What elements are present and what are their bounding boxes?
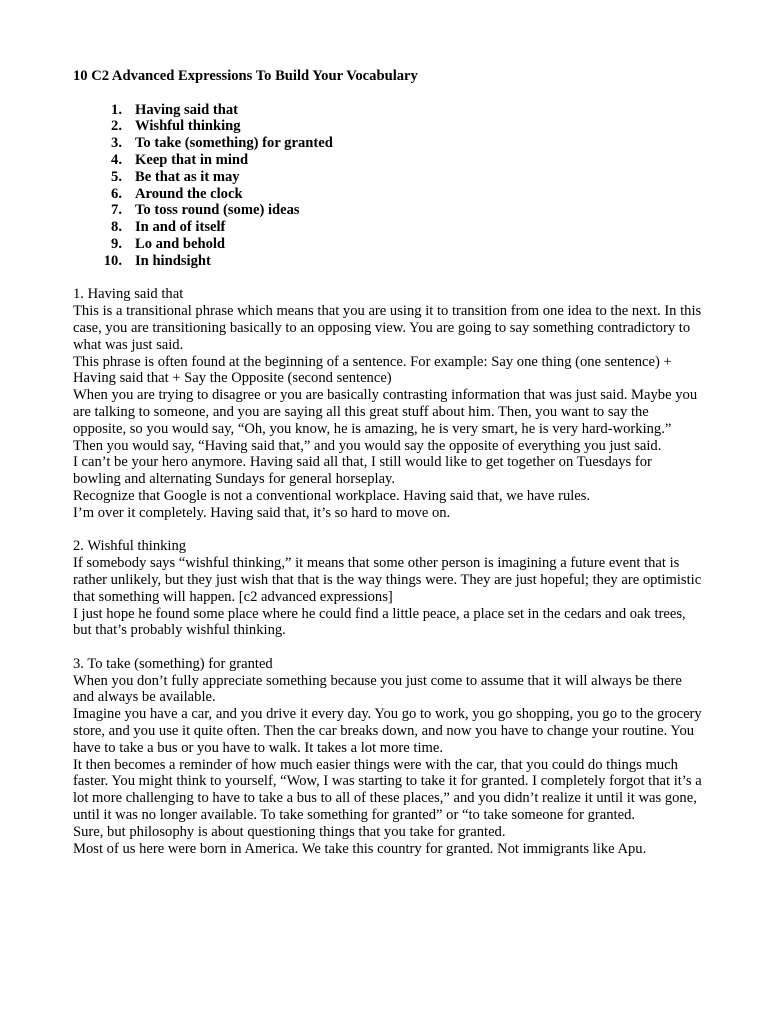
- list-item: [73, 118, 703, 135]
- paragraph: When you don’t fully appreciate something because you just come to assume that it will always be there and always be available.: [73, 672, 682, 706]
- list-item-text: Having said that: [135, 101, 238, 118]
- list-item: [73, 135, 703, 152]
- list-item-number: 4.: [111, 151, 122, 168]
- list-item: [73, 219, 703, 236]
- paragraph: I’m over it completely. Having said that, it’s so hard to move on.: [73, 504, 451, 521]
- paragraph: This phrase is often found at the beginning of a sentence. For example: Say one thing (one sentence) + Having said that + Say the Opposite (second sentence): [73, 353, 672, 387]
- list-item: [73, 186, 703, 203]
- list-item-text: Keep that in mind: [135, 151, 249, 168]
- list-item-text: Around the clock: [135, 185, 243, 202]
- list-item-number: 8.: [111, 219, 122, 236]
- paragraph: When you are trying to disagree or you are basically contrasting information that was just said. Maybe you are talking to someone, and you are saying all this great stuff about him. Then, you want to say the opposite, so you would say, “Oh, you know, he is amazing, he is very smart, he is very hard-working.” Then you would say, “Having said that,” and you would say the opposite of everything you just said.: [73, 387, 698, 454]
- list-item-number: 5.: [111, 168, 122, 185]
- section-take-for-granted: [73, 656, 703, 858]
- section-heading: 1. Having said that: [73, 286, 184, 303]
- list-item-number: 1.: [111, 101, 122, 118]
- list-item: [73, 152, 703, 169]
- section-heading: 2. Wishful thinking: [73, 538, 187, 555]
- paragraph: Most of us here were born in America. We take this country for granted. Not immigrants like Apu.: [73, 840, 647, 857]
- list-item-text: Wishful thinking: [135, 118, 241, 135]
- paragraph: If somebody says “wishful thinking,” it means that some other person is imagining a future event that is rather unlikely, but they just wish that that is the way things were. They are just hopeful; they are optimistic that something will happen. [c2 advanced expressions]: [73, 555, 702, 605]
- list-item-number: 10.: [103, 252, 122, 269]
- list-item-text: Be that as it may: [135, 168, 240, 185]
- expressions-list: [73, 102, 703, 270]
- list-item-number: 7.: [111, 202, 122, 219]
- list-item-text: To take (something) for granted: [135, 135, 333, 152]
- list-item: [73, 253, 703, 270]
- paragraph: This is a transitional phrase which means that you are using it to transition from one idea to the next. In this case, you are transitioning basically to an opposing view. You are going to say something contradictory to what was just said.: [73, 303, 702, 353]
- list-item-text: In hindsight: [135, 252, 211, 269]
- paragraph: Imagine you have a car, and you drive it every day. You go to work, you go shopping, you go to the grocery store, and you use it quite often. Then the car breaks down, and now you have to change your routine. You have to take a bus or you have to walk. It takes a lot more time.: [73, 706, 702, 756]
- list-item-text: To toss round (some) ideas: [135, 202, 300, 219]
- paragraph: Sure, but philosophy is about questioning things that you take for granted.: [73, 823, 506, 840]
- paragraph: I just hope he found some place where he could find a little peace, a place set in the cedars and oak trees, but that’s probably wishful thinking.: [73, 605, 686, 639]
- list-item: [73, 202, 703, 219]
- list-item-number: 3.: [111, 135, 122, 152]
- document-title: 10 C2 Advanced Expressions To Build Your Vocabulary: [73, 68, 418, 84]
- paragraph: It then becomes a reminder of how much easier things were with the car, that you could do things much faster. You might think to yourself, “Wow, I was starting to take it for granted. I completely forgot that it’s a lot more challenging to have to take a bus to all of these places,” and you didn’t realize it until it was gone, until it was no longer available. To take something for granted” or “to take someone for granted.: [73, 756, 702, 824]
- section-wishful-thinking: [73, 538, 703, 639]
- section-having-said-that: [73, 286, 703, 521]
- list-item: [73, 236, 703, 253]
- list-item-text: In and of itself: [135, 219, 226, 236]
- paragraph: I can’t be your hero anymore. Having said all that, I still would like to get together on Tuesdays for bowling and alternating Sundays for general horseplay.: [73, 454, 652, 488]
- list-item-number: 6.: [111, 185, 122, 202]
- list-item: [73, 169, 703, 186]
- list-item: [73, 102, 703, 119]
- document-page: [73, 68, 703, 874]
- list-item-number: 2.: [111, 118, 122, 135]
- list-item-text: Lo and behold: [135, 235, 226, 252]
- paragraph: Recognize that Google is not a conventional workplace. Having said that, we have rules.: [73, 487, 591, 504]
- list-item-number: 9.: [111, 235, 122, 252]
- section-heading: 3. To take (something) for granted: [73, 655, 273, 672]
